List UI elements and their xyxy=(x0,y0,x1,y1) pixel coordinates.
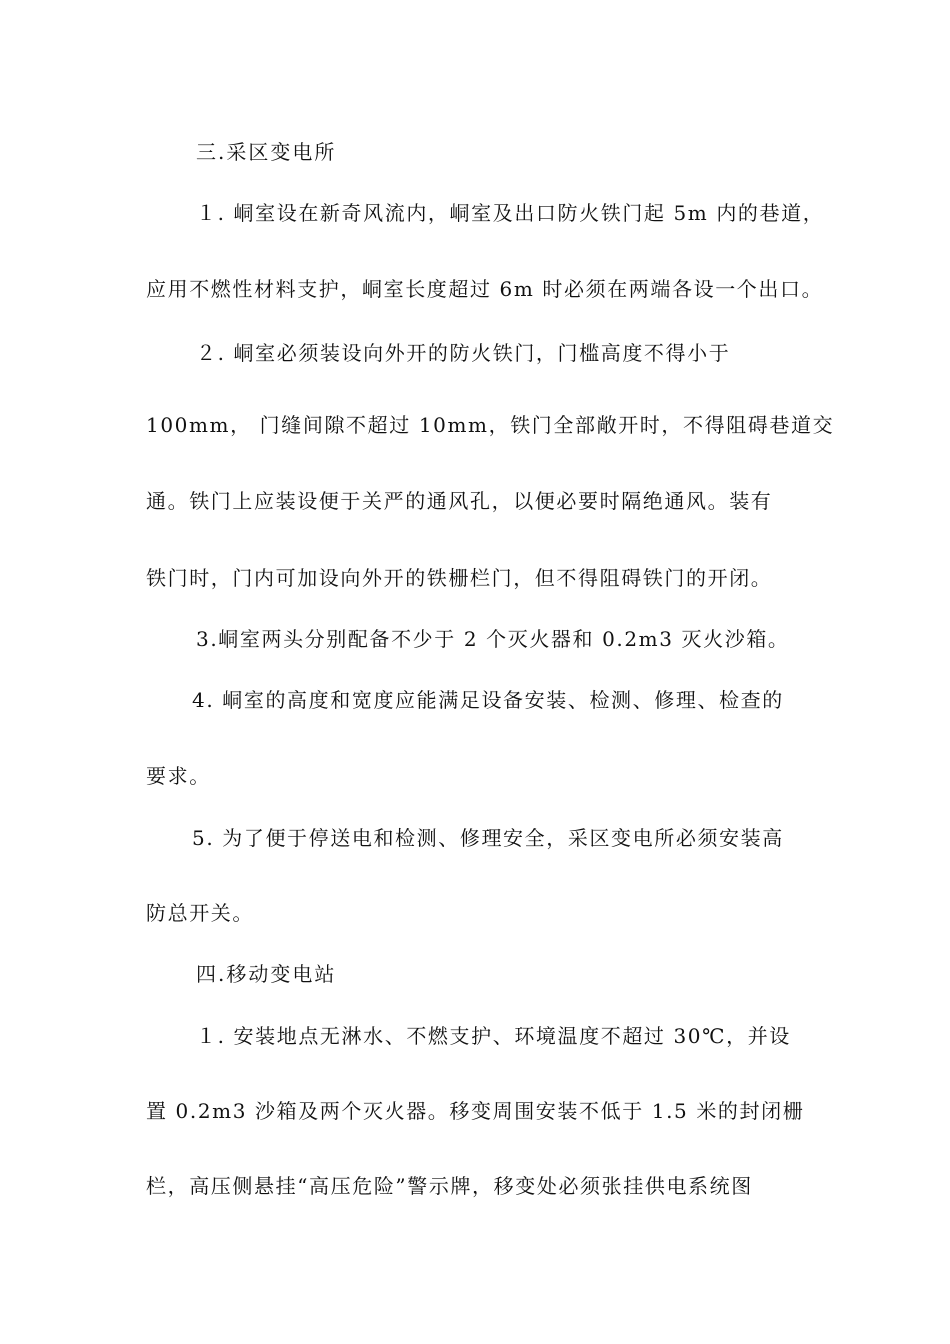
paragraph-line: 要求。 xyxy=(146,764,211,788)
paragraph-line: ２. 峒室必须装设向外开的防火铁门，门槛高度不得小于 xyxy=(196,341,731,365)
paragraph-line: １. 峒室设在新奇风流内，峒室及出口防火铁门起 5m 内的巷道， xyxy=(196,201,825,225)
paragraph-line: 3.峒室两头分别配备不少于 2 个灭火器和 0.2m3 灭火沙箱。 xyxy=(196,627,790,651)
paragraph-line: 栏，高压侧悬挂“高压危险”警示牌，移变处必须张挂供电系统图 xyxy=(146,1174,753,1198)
section-heading: 三.采区变电所 xyxy=(196,140,337,164)
paragraph-line: 铁门时，门内可加设向外开的铁栅栏门，但不得阻碍铁门的开闭。 xyxy=(146,566,773,590)
paragraph-line: １. 安装地点无淋水、不燃支护、环境温度不超过 30℃，并设 xyxy=(196,1024,791,1048)
paragraph-line: 通。铁门上应装设便于关严的通风孔，以便必要时隔绝通风。装有 xyxy=(146,489,773,513)
paragraph-line: 4. 峒室的高度和宽度应能满足设备安装、检测、修理、检查的 xyxy=(192,688,784,712)
paragraph-line: 防总开关。 xyxy=(146,901,254,925)
paragraph-line: 100mm， 门缝间隙不超过 10mm，铁门全部敞开时，不得阻碍巷道交 xyxy=(146,413,835,437)
paragraph-line: 应用不燃性材料支护，峒室长度超过 6m 时必须在两端各设一个出口。 xyxy=(146,277,824,301)
paragraph-line: 置 0.2m3 沙箱及两个灭火器。移变周围安装不低于 1.5 米的封闭栅 xyxy=(146,1099,805,1123)
section-heading: 四.移动变电站 xyxy=(196,962,337,986)
paragraph-line: 5. 为了便于停送电和检测、修理安全，采区变电所必须安装高 xyxy=(192,826,784,850)
